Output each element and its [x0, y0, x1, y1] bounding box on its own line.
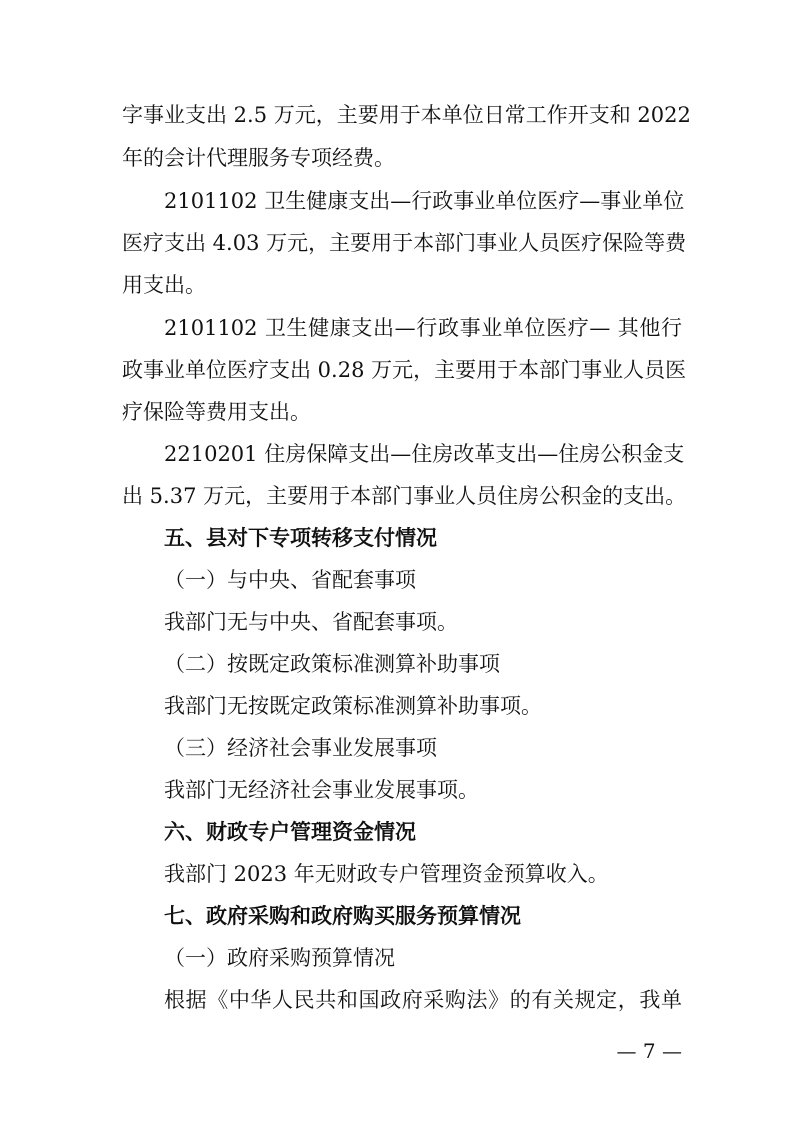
paragraph-line: 我部门无与中央、省配套事项。	[164, 610, 458, 634]
paragraph-line: 我部门无经济社会事业发展事项。	[164, 778, 479, 802]
paragraph-line: 政事业单位医疗支出 0.28 万元，主要用于本部门事业人员医	[122, 358, 687, 382]
section-heading: 七、政府采购和政府购买服务预算情况	[164, 904, 521, 928]
paragraph-line: 疗保险等费用支出。	[122, 400, 311, 424]
paragraph-line: 年的会计代理服务专项经费。	[122, 146, 395, 170]
section-heading: 六、财政专户管理资金情况	[164, 820, 416, 844]
section-heading: 五、县对下专项转移支付情况	[164, 526, 437, 550]
page-number: — 7 —	[616, 1039, 682, 1063]
paragraph-line: 医疗支出 4.03 万元，主要用于本部门事业人员医疗保险等费	[122, 231, 687, 255]
subsection-title: （一）与中央、省配套事项	[164, 568, 416, 592]
paragraph-line: 2101102 卫生健康支出—行政事业单位医疗—事业单位	[164, 189, 685, 213]
paragraph-line: 2210201 住房保障支出—住房改革支出—住房公积金支	[164, 442, 685, 466]
subsection-title: （一）政府采购预算情况	[164, 946, 395, 970]
paragraph-line: 字事业支出 2.5 万元，主要用于本单位日常工作开支和 2022	[122, 103, 691, 127]
subsection-title: （三）经济社会事业发展事项	[164, 736, 437, 760]
paragraph-line: 出 5.37 万元，主要用于本部门事业人员住房公积金的支出。	[122, 484, 687, 508]
paragraph-line: 根据《中华人民共和国政府采购法》的有关规定，我单	[164, 988, 682, 1012]
paragraph-line: 用支出。	[122, 273, 206, 297]
subsection-title: （二）按既定政策标准测算补助事项	[164, 652, 500, 676]
paragraph-line: 我部门 2023 年无财政专户管理资金预算收入。	[164, 862, 609, 886]
paragraph-line: 2101102 卫生健康支出—行政事业单位医疗— 其他行	[164, 316, 682, 340]
paragraph-line: 我部门无按既定政策标准测算补助事项。	[164, 694, 542, 718]
